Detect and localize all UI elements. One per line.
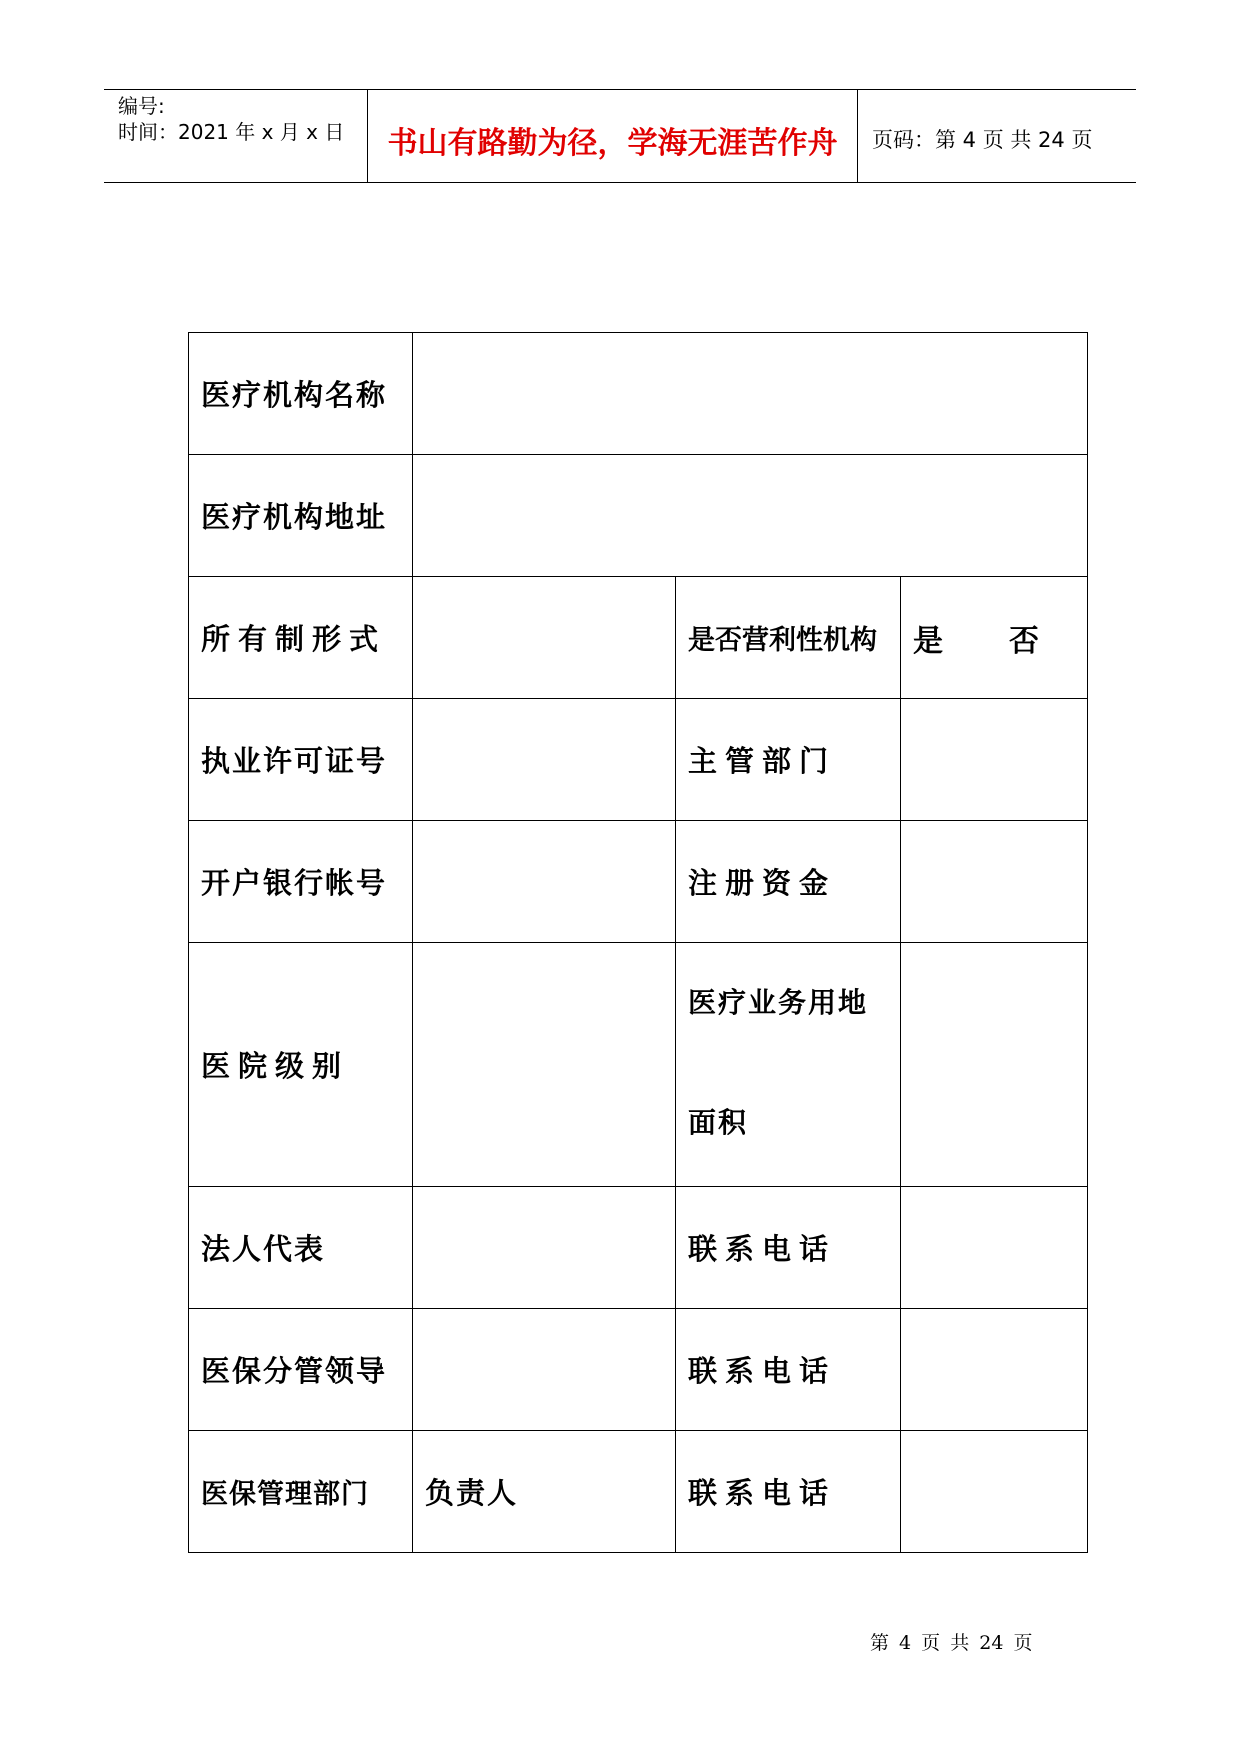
hospital-level-label: 医院级别 bbox=[189, 943, 413, 1187]
legal-rep-field[interactable] bbox=[413, 1187, 676, 1309]
phone-field-2[interactable] bbox=[901, 1309, 1088, 1431]
header-motto: 书山有路勤为径，学海无涯苦作舟 bbox=[387, 126, 838, 161]
bank-account-field[interactable] bbox=[413, 821, 676, 943]
license-field[interactable] bbox=[413, 699, 676, 821]
for-profit-label: 是否营利性机构 bbox=[676, 577, 901, 699]
form-row-insurance-leader bbox=[189, 1309, 1088, 1431]
header-motto-cell bbox=[368, 90, 858, 182]
registered-capital-field[interactable] bbox=[901, 821, 1088, 943]
responsible-label: 负责人 bbox=[413, 1431, 676, 1553]
bank-account-label: 开户银行帐号 bbox=[189, 821, 413, 943]
form-row-bank bbox=[189, 821, 1088, 943]
area-field[interactable] bbox=[901, 943, 1088, 1187]
insurance-leader-label: 医保分管领导 bbox=[189, 1309, 413, 1431]
area-label-cell bbox=[676, 943, 901, 1187]
form-row-name bbox=[189, 333, 1088, 455]
form-row-insurance-dept bbox=[189, 1431, 1088, 1553]
header-page-info: 页码：第 4 页 共 24 页 bbox=[872, 128, 1093, 152]
phone-label-1: 联系电话 bbox=[676, 1187, 901, 1309]
for-profit-field[interactable] bbox=[901, 577, 1088, 699]
institution-name-field[interactable] bbox=[413, 333, 1088, 455]
phone-field-1[interactable] bbox=[901, 1187, 1088, 1309]
insurance-dept-label: 医保管理部门 bbox=[189, 1431, 413, 1553]
institution-name-label: 医疗机构名称 bbox=[189, 333, 413, 455]
yes-option[interactable]: 是 bbox=[913, 623, 943, 659]
document-time-label: 时间：2021 年 x 月 x 日 bbox=[118, 120, 345, 144]
phone-label-2: 联系电话 bbox=[676, 1309, 901, 1431]
form-row-license bbox=[189, 699, 1088, 821]
no-option[interactable]: 否 bbox=[1009, 623, 1039, 659]
form-row-address bbox=[189, 455, 1088, 577]
institution-address-field[interactable] bbox=[413, 455, 1088, 577]
document-number-label: 编号: bbox=[118, 94, 165, 118]
insurance-leader-field[interactable] bbox=[413, 1309, 676, 1431]
supervisor-field[interactable] bbox=[901, 699, 1088, 821]
ownership-field[interactable] bbox=[413, 577, 676, 699]
header-meta-cell bbox=[104, 90, 368, 182]
ownership-label: 所有制形式 bbox=[189, 577, 413, 699]
page-header bbox=[104, 89, 1136, 183]
form-row-ownership bbox=[189, 577, 1088, 699]
supervisor-label: 主管部门 bbox=[676, 699, 901, 821]
phone-field-3[interactable] bbox=[901, 1431, 1088, 1553]
institution-address-label: 医疗机构地址 bbox=[189, 455, 413, 577]
area-label: 医疗业务用地面积 bbox=[688, 986, 869, 1139]
license-label: 执业许可证号 bbox=[189, 699, 413, 821]
phone-label-3: 联系电话 bbox=[676, 1431, 901, 1553]
hospital-level-field[interactable] bbox=[413, 943, 676, 1187]
page-footer: 第 4 页 共 24 页 bbox=[870, 1632, 1033, 1654]
legal-rep-label: 法人代表 bbox=[189, 1187, 413, 1309]
institution-info-form bbox=[188, 332, 1088, 1553]
form-row-level bbox=[189, 943, 1088, 1187]
registered-capital-label: 注册资金 bbox=[676, 821, 901, 943]
header-page-cell bbox=[858, 90, 1136, 182]
form-row-legal bbox=[189, 1187, 1088, 1309]
